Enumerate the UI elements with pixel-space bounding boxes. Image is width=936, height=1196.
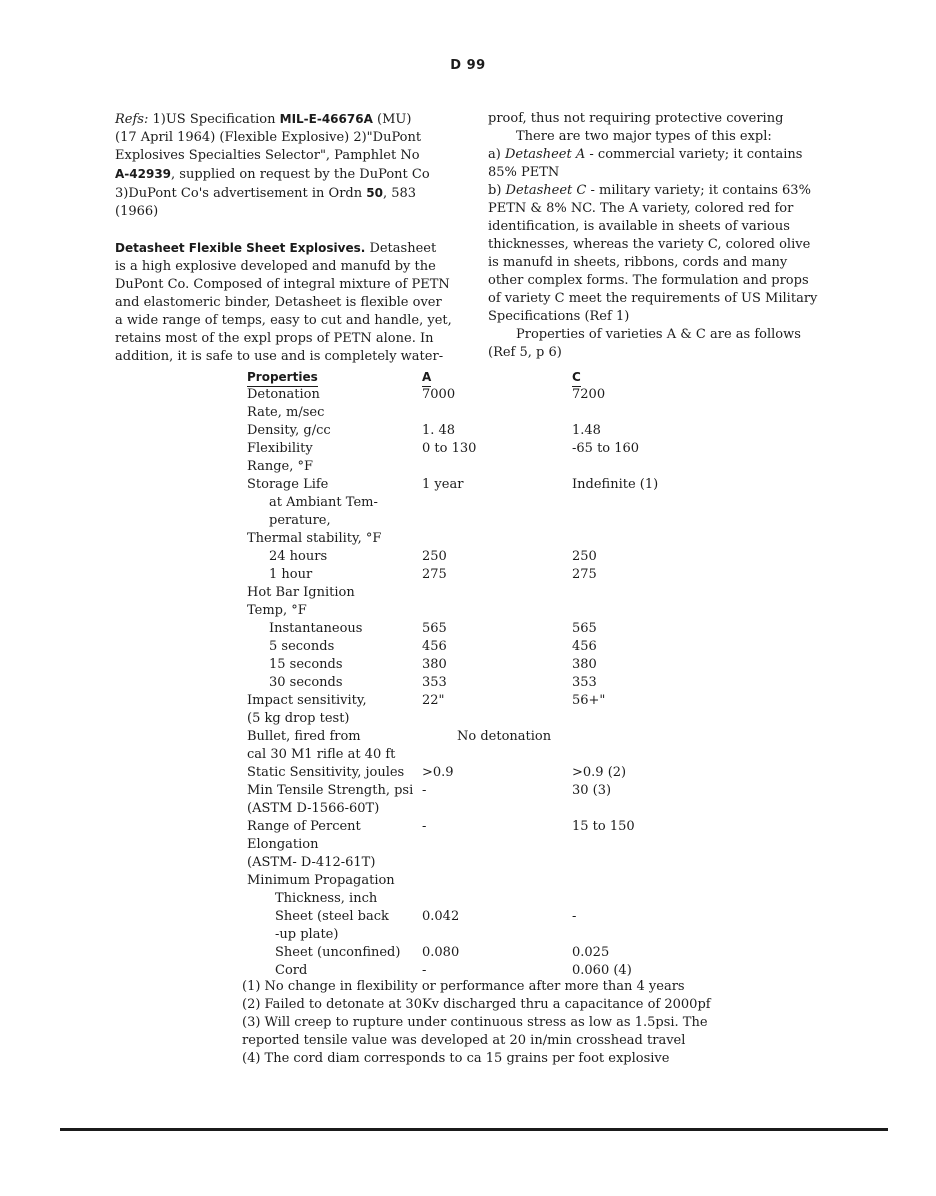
body-text: - military variety; it contains 63% xyxy=(586,183,811,198)
property-label: cal 30 M1 rifle at 40 ft xyxy=(247,747,396,762)
property-label: -up plate) xyxy=(275,927,339,942)
table-row xyxy=(247,584,807,602)
article-heading-line xyxy=(115,239,470,258)
value-c: 250 xyxy=(572,549,597,564)
property-label: Range of Percent xyxy=(247,819,361,834)
property-label: Thickness, inch xyxy=(275,891,378,906)
refs-text: 1)US Specification xyxy=(152,112,280,127)
refs-line: (17 April 1964) (Flexible Explosive) 2)"DuPont xyxy=(115,130,422,145)
value-a: 0.080 xyxy=(422,945,460,960)
body-line: of variety C meet the requirements of US Military xyxy=(488,291,818,306)
value-a: - xyxy=(422,963,427,978)
property-label: 5 seconds xyxy=(269,639,335,654)
body-line: identification, is available in sheets of various xyxy=(488,219,790,234)
refs-text: 3)DuPont Co's advertisement in Ordn xyxy=(115,186,367,201)
table-row xyxy=(247,404,807,422)
property-label: Density, g/cc xyxy=(247,423,331,438)
table-row xyxy=(247,944,807,962)
value-c: 380 xyxy=(572,657,597,672)
body-line: Properties of varieties A & C are as follows xyxy=(516,327,801,342)
value-c: 7200 xyxy=(572,387,606,402)
property-label: 30 seconds xyxy=(269,675,343,690)
table-row xyxy=(247,764,807,782)
value-c: 275 xyxy=(572,567,597,582)
value-c: 0.025 xyxy=(572,945,610,960)
value-a: 7000 xyxy=(422,387,456,402)
table-row xyxy=(247,620,807,638)
table-row xyxy=(247,440,807,458)
property-label: Impact sensitivity, xyxy=(247,693,367,708)
body-text: - commercial variety; it contains xyxy=(585,147,803,162)
body-line: PETN & 8% NC. The A variety, colored red for xyxy=(488,201,794,216)
value-c: 15 to 150 xyxy=(572,819,635,834)
property-label: (5 kg drop test) xyxy=(247,711,350,726)
value-a: 1. 48 xyxy=(422,423,456,438)
value-c: 456 xyxy=(572,639,597,654)
value-a: 250 xyxy=(422,549,447,564)
refs-line xyxy=(115,165,470,184)
property-label: Bullet, fired from xyxy=(247,729,361,744)
value-a: - xyxy=(422,783,427,798)
property-label: perature, xyxy=(269,513,331,528)
value-a: 0.042 xyxy=(422,909,460,924)
property-label: (ASTM D-1566-60T) xyxy=(247,801,380,816)
table-header-row xyxy=(247,368,807,386)
refs-text: , supplied on request by the DuPont Co xyxy=(171,167,430,182)
property-label: Minimum Propagation xyxy=(247,873,395,888)
table-row xyxy=(247,476,807,494)
property-label: Range, °F xyxy=(247,459,314,474)
table-row xyxy=(247,656,807,674)
property-label: Cord xyxy=(275,963,308,978)
table-row xyxy=(247,602,807,620)
table-row xyxy=(247,458,807,476)
property-label: Instantaneous xyxy=(269,621,363,636)
value-c: >0.9 (2) xyxy=(572,765,627,780)
column-header-properties: Properties xyxy=(247,368,318,387)
table-row xyxy=(247,530,807,548)
table-body xyxy=(247,386,807,980)
item-marker: b) xyxy=(488,183,506,198)
table-row xyxy=(247,494,807,512)
value-c: 565 xyxy=(572,621,597,636)
body-line: is manufd in sheets, ribbons, cords and many xyxy=(488,255,788,270)
volume-number: 50 xyxy=(366,186,383,200)
body-line: addition, it is safe to use and is completely water- xyxy=(115,349,444,364)
property-label: (ASTM- D-412-61T) xyxy=(247,855,376,870)
property-label: 15 seconds xyxy=(269,657,343,672)
property-label: 1 hour xyxy=(269,567,313,582)
variety-name: Detasheet A xyxy=(504,147,586,162)
value-a: - xyxy=(422,819,427,834)
value-a: 565 xyxy=(422,621,447,636)
body-line: There are two major types of this expl: xyxy=(516,129,772,144)
table-row xyxy=(247,692,807,710)
property-label: Hot Bar Ignition xyxy=(247,585,355,600)
value-c: 30 (3) xyxy=(572,783,612,798)
properties-table xyxy=(247,368,807,980)
property-label: Rate, m/sec xyxy=(247,405,325,420)
table-row xyxy=(247,836,807,854)
right-column xyxy=(488,110,833,362)
column-header-c: C xyxy=(572,368,581,387)
property-label: Thermal stability, °F xyxy=(247,531,382,546)
body-line: is a high explosive developed and manufd by the xyxy=(115,259,436,274)
body-line xyxy=(488,182,833,200)
table-row xyxy=(247,854,807,872)
left-column xyxy=(115,110,470,366)
table-row xyxy=(247,746,807,764)
footnote: (2) Failed to detonate at 30Kv discharged thru a capacitance of 2000pf xyxy=(242,997,711,1012)
refs-line: (1966) xyxy=(115,204,159,219)
property-label: Temp, °F xyxy=(247,603,307,618)
property-label: Sheet (unconfined) xyxy=(275,945,401,960)
body-line: retains most of the expl props of PETN alone. In xyxy=(115,331,434,346)
body-line: other complex forms. The formulation and props xyxy=(488,273,809,288)
shared-value: No detonation xyxy=(457,729,552,744)
footnotes xyxy=(242,978,802,1068)
value-c: 56+" xyxy=(572,693,606,708)
table-row xyxy=(247,782,807,800)
property-label: at Ambiant Tem- xyxy=(269,495,378,510)
column-header-a: A xyxy=(422,368,431,387)
property-label: Storage Life xyxy=(247,477,329,492)
table-row xyxy=(247,728,807,746)
property-label: Flexibility xyxy=(247,441,313,456)
property-label: Elongation xyxy=(247,837,319,852)
value-c: 353 xyxy=(572,675,597,690)
table-row xyxy=(247,386,807,404)
property-label: Detonation xyxy=(247,387,320,402)
table-row xyxy=(247,422,807,440)
value-c: -65 to 160 xyxy=(572,441,640,456)
page-number: D 99 xyxy=(450,58,486,73)
spec-number: MIL-E-46676A xyxy=(279,112,373,126)
table-row xyxy=(247,512,807,530)
value-a: 1 year xyxy=(422,477,464,492)
value-a: 0 to 130 xyxy=(422,441,477,456)
variety-name: Detasheet C xyxy=(505,183,587,198)
table-row xyxy=(247,548,807,566)
bottom-rule xyxy=(60,1128,888,1131)
table-row xyxy=(247,674,807,692)
table-row xyxy=(247,800,807,818)
footnote: reported tensile value was developed at 20 in/min crosshead travel xyxy=(242,1033,686,1048)
body-line: (Ref 5, p 6) xyxy=(488,345,562,360)
value-c: 1.48 xyxy=(572,423,601,438)
table-row xyxy=(247,890,807,908)
value-a: >0.9 xyxy=(422,765,454,780)
footnote: (3) Will creep to rupture under continuous stress as low as 1.5psi. The xyxy=(242,1015,708,1030)
article-text: Detasheet xyxy=(365,241,437,256)
table-row xyxy=(247,710,807,728)
body-line: 85% PETN xyxy=(488,165,560,180)
property-label: Sheet (steel back xyxy=(275,909,389,924)
footnote: (4) The cord diam corresponds to ca 15 grains per foot explosive xyxy=(242,1051,670,1066)
body-line: and elastomeric binder, Detasheet is flexible over xyxy=(115,295,442,310)
table-row xyxy=(247,818,807,836)
value-c: - xyxy=(572,909,577,924)
value-a: 353 xyxy=(422,675,447,690)
body-line: DuPont Co. Composed of integral mixture of PETN xyxy=(115,277,450,292)
value-c: Indefinite (1) xyxy=(572,477,659,492)
pamphlet-number: A-42939 xyxy=(115,167,172,181)
body-line: proof, thus not requiring protective covering xyxy=(488,111,784,126)
refs-label: Refs: xyxy=(115,112,149,127)
table-row xyxy=(247,908,807,926)
refs-line: Explosives Specialties Selector", Pamphlet No xyxy=(115,148,420,163)
property-label: Static Sensitivity, joules xyxy=(247,765,405,780)
body-line: thicknesses, whereas the variety C, colored olive xyxy=(488,237,811,252)
article-heading: Detasheet Flexible Sheet Explosives. xyxy=(115,241,366,255)
refs-text: (MU) xyxy=(372,112,412,127)
value-a: 22" xyxy=(422,693,445,708)
value-a: 380 xyxy=(422,657,447,672)
property-label: Min Tensile Strength, psi xyxy=(247,783,414,798)
footnote: (1) No change in flexibility or performance after more than 4 years xyxy=(242,979,685,994)
refs-line xyxy=(115,184,470,203)
property-label: 24 hours xyxy=(269,549,328,564)
table-row xyxy=(247,872,807,890)
value-c: 0.060 (4) xyxy=(572,963,632,978)
refs-text: , 583 xyxy=(382,186,417,201)
value-a: 275 xyxy=(422,567,447,582)
table-row xyxy=(247,926,807,944)
item-marker: a) xyxy=(488,147,505,162)
refs-line xyxy=(115,110,470,129)
body-line: a wide range of temps, easy to cut and handle, yet, xyxy=(115,313,452,328)
table-row xyxy=(247,566,807,584)
table-row xyxy=(247,638,807,656)
body-line: Specifications (Ref 1) xyxy=(488,309,630,324)
value-a: 456 xyxy=(422,639,447,654)
body-line xyxy=(488,146,833,164)
